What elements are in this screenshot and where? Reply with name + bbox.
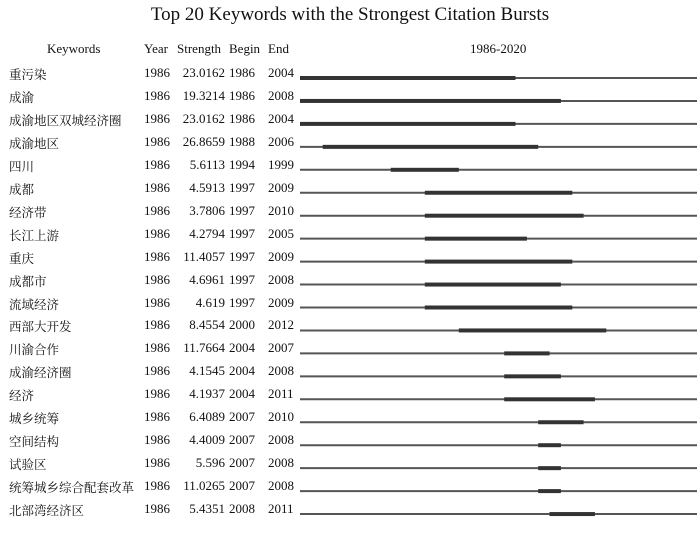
begin-cell: 1994 [229,156,255,172]
burst-bar [425,214,584,218]
begin-cell: 2007 [229,455,255,471]
begin-cell: 2004 [229,386,255,402]
strength-cell: 23.0162 [182,110,225,126]
begin-cell: 1986 [229,87,255,103]
keyword-cell: 长江上游 [9,227,60,243]
keyword-cell: 统筹城乡综合配套改革 [9,480,135,496]
strength-cell: 3.7806 [189,202,225,218]
strength-cell: 5.4351 [189,501,225,517]
keyword-cell: 空间结构 [9,434,60,450]
year-cell: 1986 [144,340,170,356]
year-cell: 1986 [144,110,170,126]
strength-cell: 4.2794 [189,225,225,241]
end-cell: 2004 [268,65,294,80]
begin-cell: 1997 [229,294,255,310]
strength-cell: 5.6113 [189,156,225,172]
end-cell: 2009 [268,294,294,310]
header-end: End [268,41,289,56]
keyword-cell: 成都市 [9,273,47,289]
burst-bar [425,191,573,195]
strength-cell: 4.1545 [189,363,225,379]
end-cell: 2005 [268,225,294,241]
burst-bar [300,122,516,126]
begin-cell: 2007 [229,432,255,448]
keyword-cell: 重庆 [9,250,35,266]
begin-cell: 2007 [229,478,255,494]
keyword-cell: 川渝合作 [9,342,60,358]
begin-cell: 1997 [229,202,255,218]
end-cell: 2010 [268,202,294,218]
begin-cell: 1986 [229,110,255,126]
keyword-cell: 成渝经济圈 [9,365,72,381]
year-cell: 1986 [144,386,170,402]
strength-cell: 8.4554 [189,317,225,333]
burst-bar [538,466,561,470]
end-cell: 2008 [268,363,294,379]
year-cell: 1986 [144,65,170,80]
burst-bar [300,99,561,103]
end-cell: 2008 [268,87,294,103]
burst-bar [425,283,561,287]
year-cell: 1986 [144,271,170,287]
begin-cell: 2004 [229,340,255,356]
keyword-cell: 北部湾经济区 [9,503,85,519]
year-cell: 1986 [144,133,170,149]
end-cell: 1999 [268,156,294,172]
burst-bar [323,145,539,149]
chart-title: Top 20 Keywords with the Strongest Citation Bursts [150,4,550,25]
end-cell: 2006 [268,133,294,149]
end-cell: 2008 [268,432,294,448]
keyword-cell: 经济 [9,388,35,404]
strength-cell: 4.619 [195,294,225,310]
keyword-cell: 成都 [9,181,35,197]
begin-cell: 1997 [229,225,255,241]
year-cell: 1986 [144,156,170,172]
strength-cell: 4.4009 [189,432,225,448]
year-cell: 1986 [144,202,170,218]
end-cell: 2004 [268,110,294,126]
begin-cell: 1988 [229,133,255,149]
year-cell: 1986 [144,248,170,264]
burst-bar [459,328,607,332]
keyword-cell: 成渝地区 [9,135,60,151]
begin-cell: 2008 [229,501,255,517]
header-range: 1986-2020 [470,41,527,56]
header-begin: Begin [229,41,261,56]
year-cell: 1986 [144,179,170,195]
keyword-cell: 四川 [9,158,35,174]
year-cell: 1986 [144,294,170,310]
burst-bar [425,306,573,310]
end-cell: 2008 [268,271,294,287]
burst-bar [538,420,583,424]
year-cell: 1986 [144,432,170,448]
burst-bar [391,168,459,172]
header-keywords: Keywords [47,41,101,56]
begin-cell: 2007 [229,409,255,425]
keyword-cell: 成渝地区双城经济圈 [9,112,122,128]
end-cell: 2008 [268,478,294,494]
begin-cell: 2004 [229,363,255,379]
end-cell: 2010 [268,409,294,425]
header-strength: Strength [177,41,222,56]
year-cell: 1986 [144,501,170,517]
keyword-cell: 流域经济 [9,296,60,312]
begin-cell: 1986 [229,65,255,80]
strength-cell: 5.596 [195,455,225,471]
year-cell: 1986 [144,363,170,379]
strength-cell: 11.7664 [183,340,225,356]
burst-bar [538,443,561,447]
burst-bar [425,237,527,241]
strength-cell: 11.0265 [183,478,225,494]
strength-cell: 4.5913 [189,179,225,195]
end-cell: 2007 [268,340,294,356]
begin-cell: 1997 [229,248,255,264]
keyword-cell: 经济带 [9,204,47,220]
strength-cell: 11.4057 [183,248,225,264]
strength-cell: 4.6961 [189,271,225,287]
end-cell: 2009 [268,179,294,195]
end-cell: 2011 [268,386,294,402]
burst-bar [504,351,549,355]
begin-cell: 1997 [229,179,255,195]
strength-cell: 26.8659 [182,133,225,149]
keyword-cell: 试验区 [9,457,47,473]
end-cell: 2012 [268,317,294,333]
begin-cell: 1997 [229,271,255,287]
begin-cell: 2000 [229,317,255,333]
year-cell: 1986 [144,478,170,494]
year-cell: 1986 [144,455,170,471]
burst-bar [550,512,595,516]
burst-bar [538,489,561,493]
keyword-cell: 重污染 [9,67,47,82]
strength-cell: 23.0162 [182,65,225,80]
end-cell: 2008 [268,455,294,471]
burst-bar [425,260,573,264]
year-cell: 1986 [144,409,170,425]
keyword-cell: 西部大开发 [9,319,72,335]
strength-cell: 4.1937 [189,386,225,402]
year-cell: 1986 [144,225,170,241]
keyword-cell: 城乡统筹 [9,411,60,427]
strength-cell: 19.3214 [182,87,225,103]
end-cell: 2009 [268,248,294,264]
burst-bar [504,374,561,378]
keyword-cell: 成渝 [9,89,35,105]
year-cell: 1986 [144,317,170,333]
burst-bar [504,397,595,401]
burst-bar [300,76,516,80]
end-cell: 2011 [268,501,294,517]
strength-cell: 6.4089 [189,409,225,425]
header-year: Year [144,41,168,56]
year-cell: 1986 [144,87,170,103]
